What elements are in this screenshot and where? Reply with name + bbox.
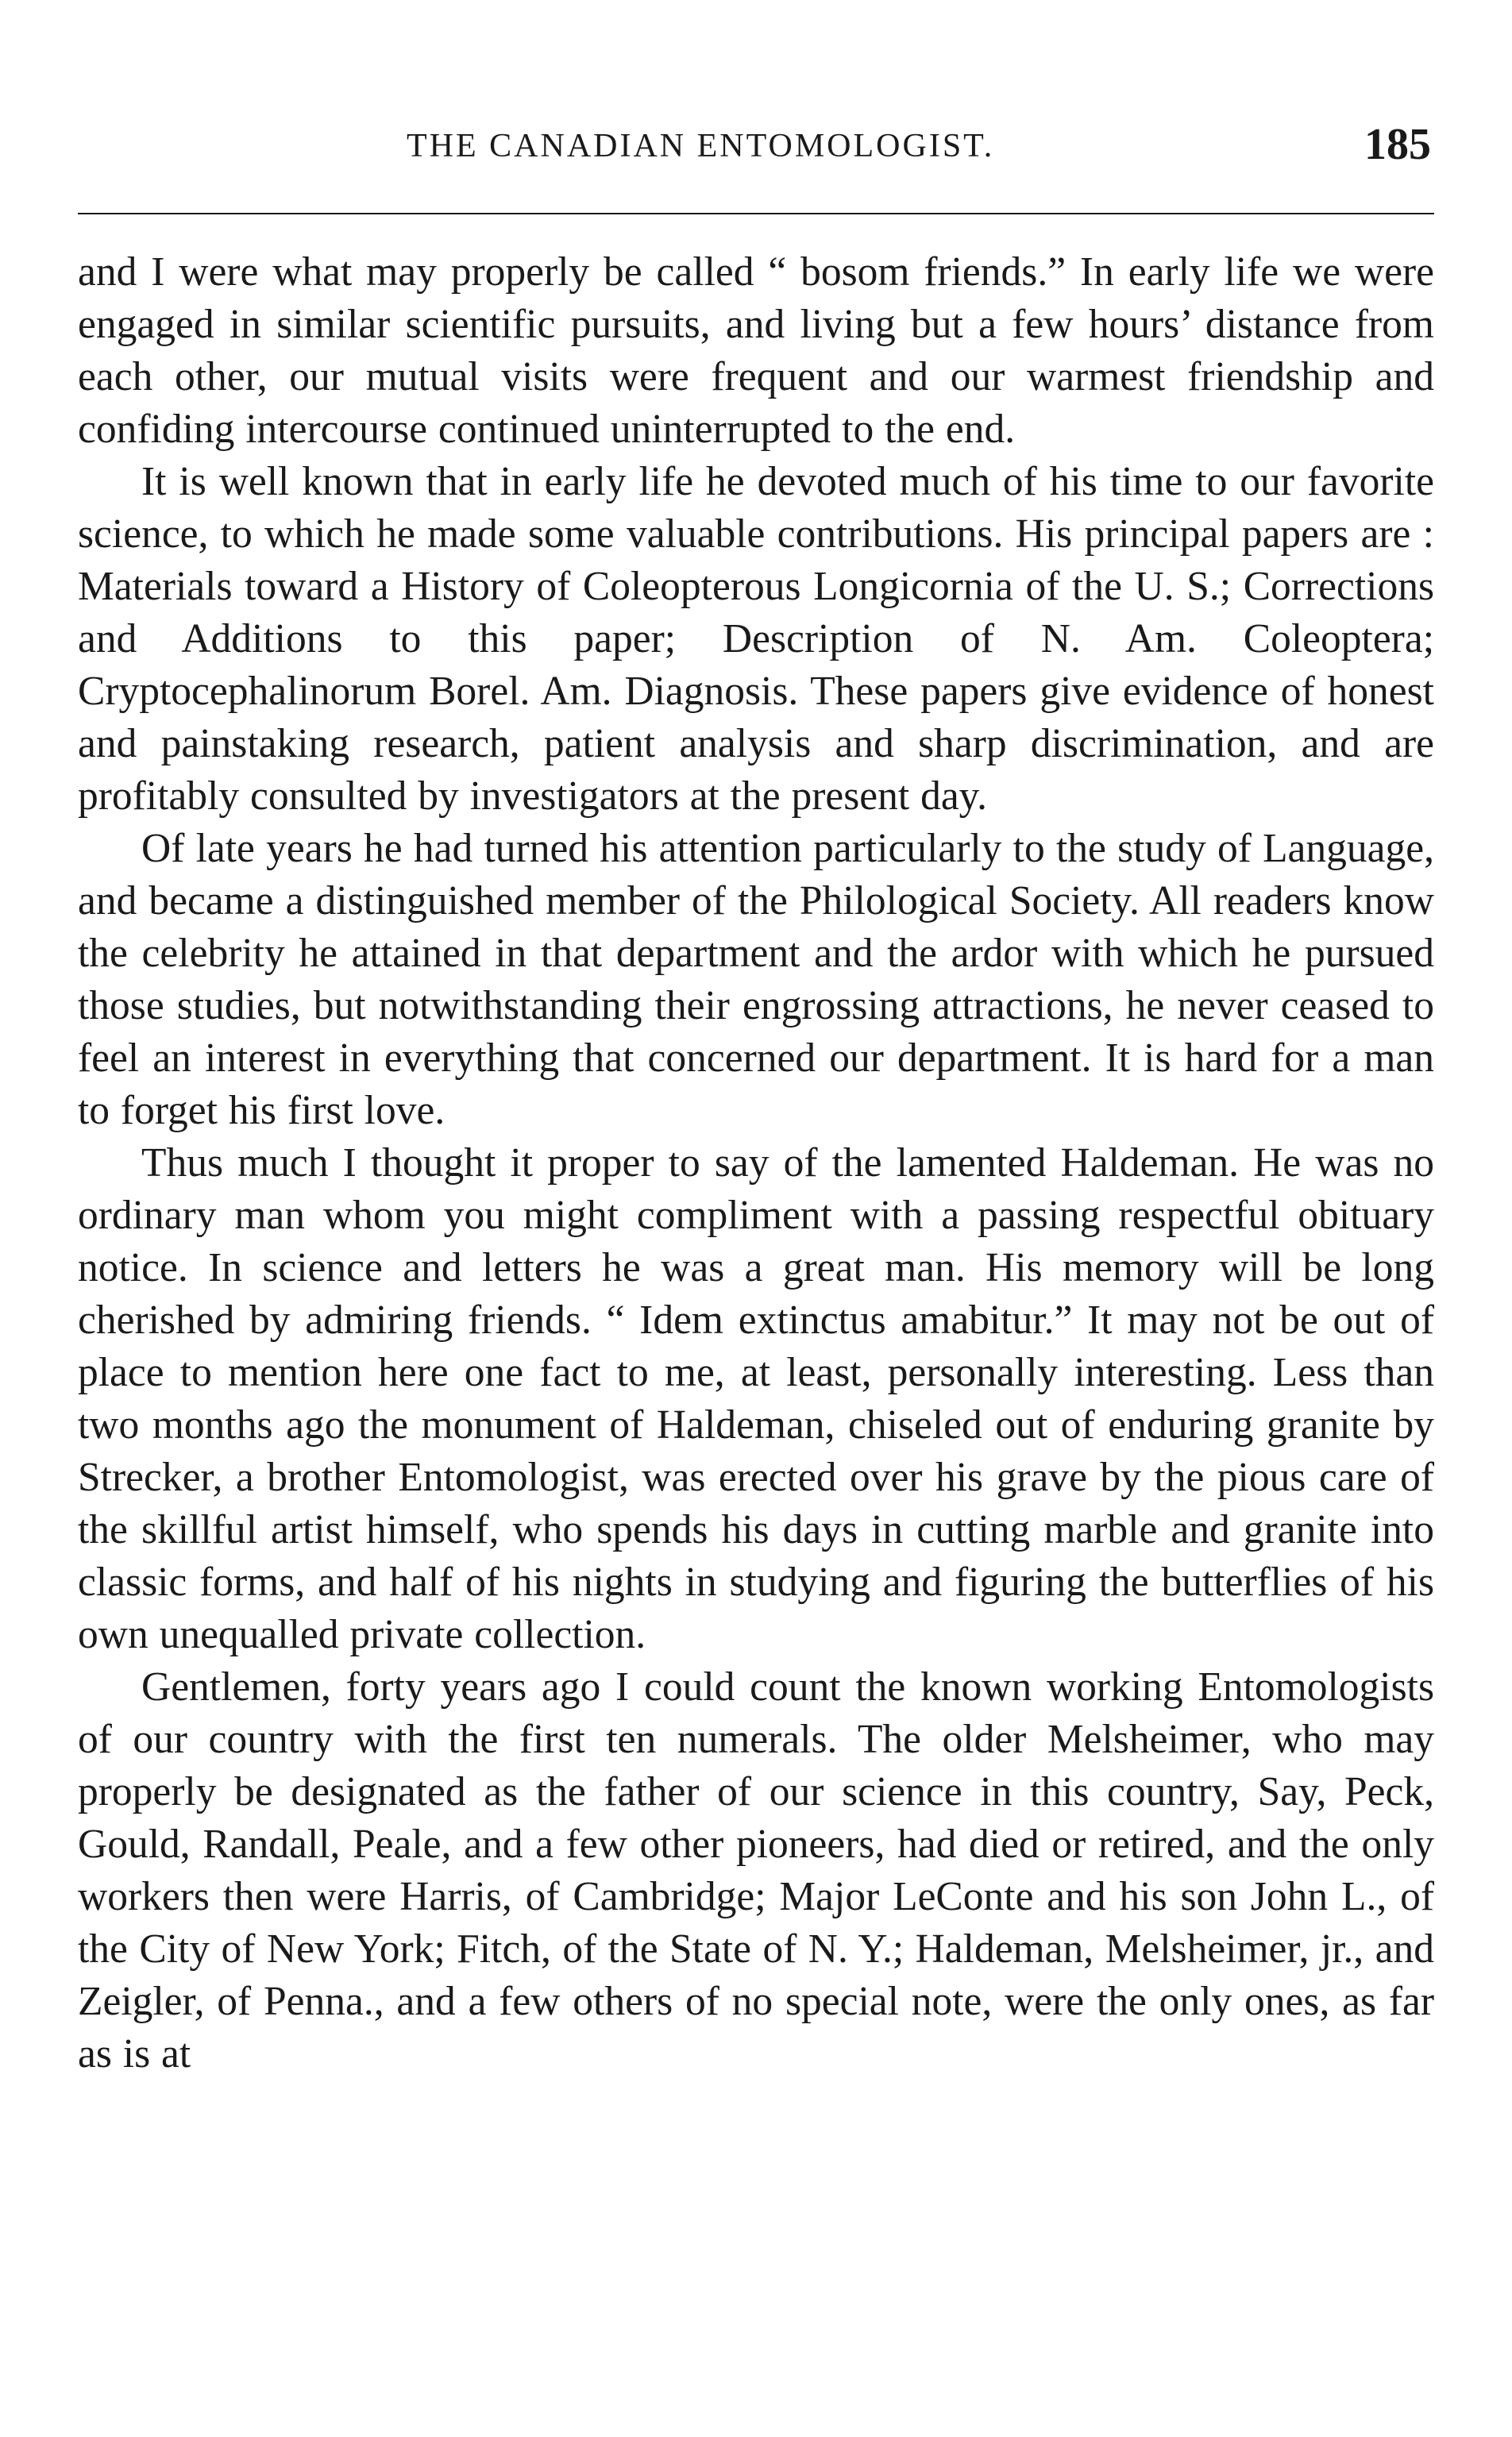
paragraph-haldeman-contributions: It is well known that in early life he devoted much of his time to our favorite science, to which he made some valuable contributions. His principal papers are : Materials toward a History of Coleopterous Longicornia of the U. S.; Corrections and Additions to this paper; Description of N. Am. Coleoptera; Cryptocephalinorum Borel. Am. Diagnosis. These papers give evidence of honest and painstaking research, patient analysis and sharp discrimination, and are profitably consulted by investigators at the present day. (78, 459, 1434, 819)
paragraph-tribute: Thus much I thought it proper to say of the lamented Haldeman. He was no ordinary man whom you might compliment with a passing respectful obituary notice. In science and letters he was a great man. His memory will be long cherished by admiring friends. “ Idem extinctus amabitur.” It may not be out of place to mention here one fact to me, at least, personally interesting. Less than two months ago the monument of Haldeman, chiseled out of enduring granite by Strecker, a brother Entomologist, was erected over his grave by the pious care of the skillful artist himself, who spends his days in cutting marble and granite into classic forms, and half of his nights in studying and figuring the butterflies of his own unequalled private collection. (78, 1140, 1434, 1657)
header-rule (78, 213, 1434, 214)
body-text (78, 246, 1434, 2080)
document-page (78, 119, 1434, 2080)
paragraph-philology: Of late years he had turned his attention particularly to the study of Language, and became a distinguished member of the Philological Society. All readers know the celebrity he attained in that department and the ardor with which he pursued those studies, but notwithstanding their engrossing attractions, he never ceased to feel an interest in everything that concerned our department. It is hard for a man to forget his first love. (78, 826, 1434, 1133)
paragraph-continuation: and I were what may properly be called “ bosom friends.” In early life we were engaged in similar scientific pursuits, and living but a few hours’ distance from each other, our mutual visits were frequent and our warmest friendship and confiding intercourse continued uninterrupted to the end. (78, 249, 1434, 452)
running-title: THE CANADIAN ENTOMOLOGIST. (407, 128, 995, 164)
page-number: 185 (1364, 120, 1431, 169)
paragraph-early-entomologists: Gentlemen, forty years ago I could count the known working Entomologists of our country with the first ten numerals. The older Melsheimer, who may properly be designated as the father of our science in this country, Say, Peck, Gould, Randall, Peale, and a few other pioneers, had died or retired, and the only workers then were Harris, of Cambridge; Major LeConte and his son John L., of the City of New York; Fitch, of the State of N. Y.; Haldeman, Melsheimer, jr., and Zeigler, of Penna., and a few others of no special note, were the only ones, as far as is at (78, 1664, 1434, 2076)
running-head (78, 119, 1434, 183)
